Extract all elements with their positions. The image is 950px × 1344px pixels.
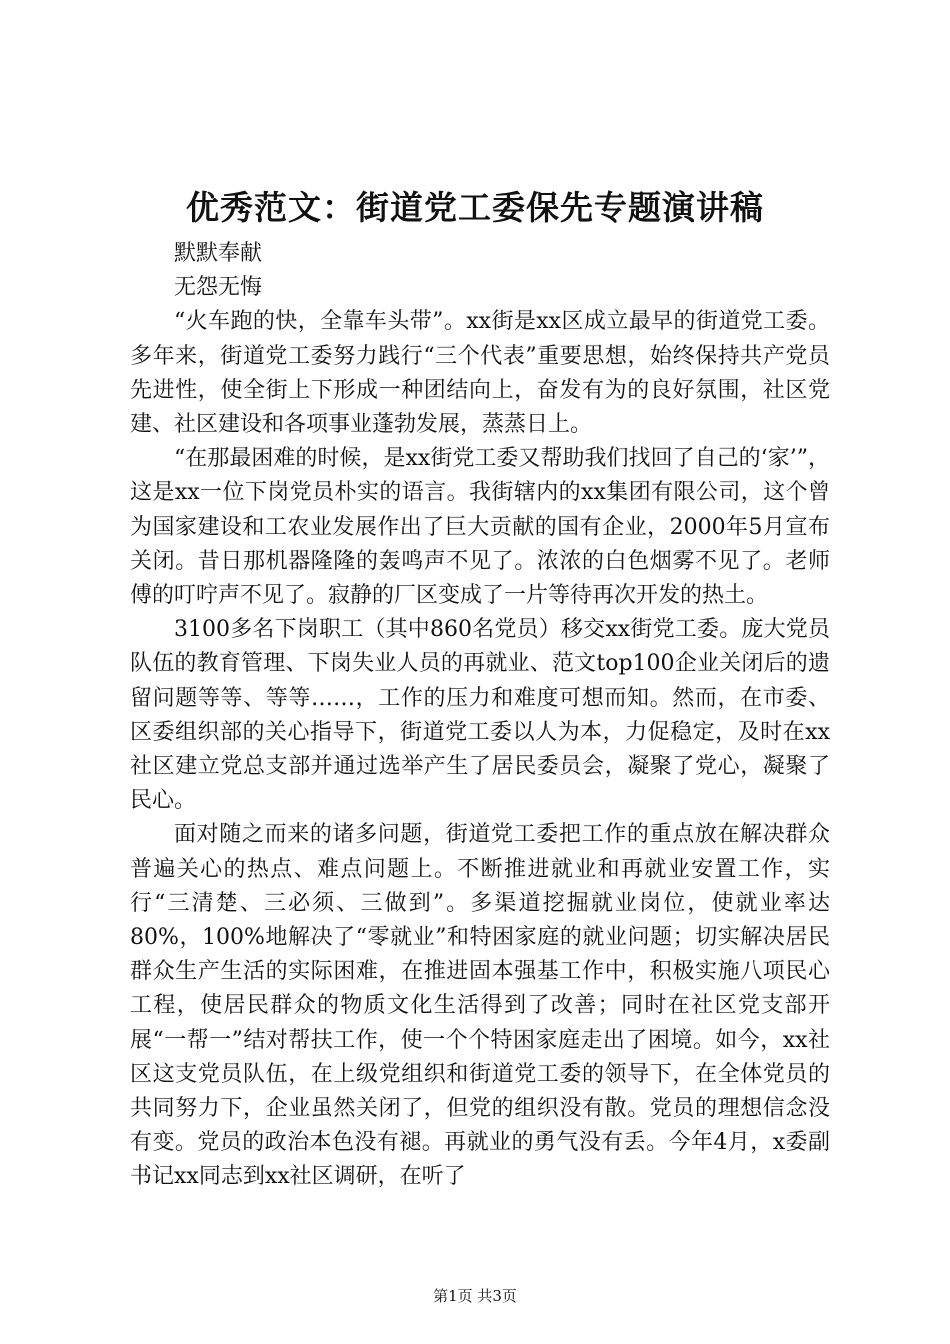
document-title: 优秀范文：街道党工委保先专题演讲稿 — [186, 188, 764, 227]
document-body — [130, 237, 830, 1195]
paragraph-3: 3100多名下岗职工（其中860名党员）移交xx街党工委。庞大党员队伍的教育管理、下岗失业人员的再就业、范文top100企业关闭后的遗留问题等等、等等……，工作的压力和难度可想而知。然而，在市委、区委组织部的关心指导下，街道党工委以人为本，力促稳定，及时在xx社区建立党总支部并通过选举产生了居民委员会，凝聚了党心，凝聚了民心。 — [130, 617, 830, 814]
paragraph-1: “火车跑的快，全靠车头带”。xx街是xx区成立最早的街道党工委。多年来，街道党工委努力践行“三个代表”重要思想，始终保持共产党员先进性，使全街上下形成一种团结向上，奋发有为的良好氛围，社区党建、社区建设和各项事业蓬勃发展，蒸蒸日上。 — [130, 309, 831, 438]
subtitle-line-1: 默默奉献 — [174, 241, 263, 266]
subtitle-line-2: 无怨无悔 — [174, 275, 263, 301]
paragraph-2: “在那最困难的时候，是xx街党工委又帮助我们找回了自己的‘家’”，这是xx一位下岗党员朴实的语言。我街辖内的xx集团有限公司，这个曾为国家建设和工农业发展作出了巨大贡献的国有企业，2000年5月宣布关闭。昔日那机器隆隆的轰鸣声不见了。浓浓的白色烟雾不见了。老师傅的叮咛声不见了。寂静的厂区变成了一片等待再次开发的热土。 — [130, 446, 830, 609]
paragraph-4: 面对随之而来的诸多问题，街道党工委把工作的重点放在解决群众普遍关心的热点、难点问题上。不断推进就业和再就业安置工作，实行“三清楚、三必须、三做到”。多渠道挖掘就业岗位，使就业率达80%，100%地解决了“零就业”和特困家庭的就业问题；切实解决居民群众生产生活的实际困难，在推进固本强基工作中，积极实施八项民心工程，使居民群众的物质文化生活得到了改善；同时在社区党支部开展“一帮一”结对帮扶工作，使一个个特困家庭走出了困境。如今，xx社区这支党员队伍，在上级党组织和街道党工委的领导下，在全体党员的共同努力下，企业虽然关闭了，但党的组织没有散。党员的理想信念没有变。党员的政治本色没有褪。再就业的勇气没有丢。今年4月，x委副书记xx同志到xx社区调研，在听了 — [130, 822, 830, 1190]
page-number-footer: 第1页 共3页 — [433, 1287, 517, 1305]
